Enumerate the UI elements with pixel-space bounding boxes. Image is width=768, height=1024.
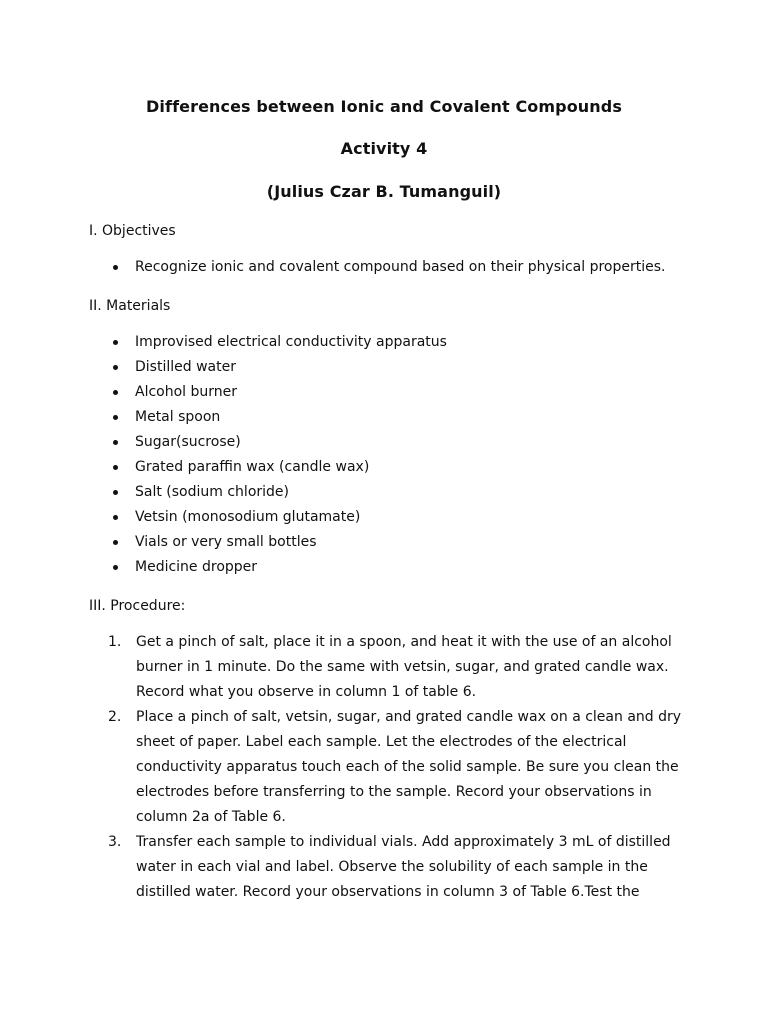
materials-list <box>109 330 447 580</box>
step-number: 2. <box>108 709 122 725</box>
material-text: Metal spoon <box>135 409 221 425</box>
list-item <box>109 455 447 480</box>
procedure-heading: III. Procedure: <box>89 598 186 614</box>
procedure-step <box>108 830 676 905</box>
step-line: sheet of paper. Label each sample. Let the electrodes of the electrical <box>136 734 627 750</box>
step-line: conductivity apparatus touch each of the solid sample. Be sure you clean the <box>136 759 679 775</box>
list-item <box>109 530 447 555</box>
procedure-step <box>108 705 682 830</box>
objective-text: Recognize ionic and covalent compound based on their physical properties. <box>135 259 666 275</box>
step-line: water in each vial and label. Observe the solubility of each sample in the <box>136 859 648 875</box>
material-text: Distilled water <box>135 359 236 375</box>
material-text: Salt (sodium chloride) <box>135 484 289 500</box>
list-item <box>109 330 447 355</box>
step-line: distilled water. Record your observations in column 3 of Table 6.Test the <box>136 884 640 900</box>
list-item <box>109 480 447 505</box>
step-line: Get a pinch of salt, place it in a spoon, and heat it with the use of an alcohol <box>136 634 672 650</box>
bullet-icon <box>113 365 118 370</box>
list-item <box>109 555 447 580</box>
list-item <box>109 505 447 530</box>
step-line: electrodes before transferring to the sample. Record your observations in <box>136 784 652 800</box>
step-line: Record what you observe in column 1 of table 6. <box>136 684 477 700</box>
bullet-icon <box>113 265 118 270</box>
list-item <box>109 430 447 455</box>
list-item <box>109 380 447 405</box>
activity-label: Activity 4 <box>340 139 428 158</box>
material-text: Vials or very small bottles <box>135 534 317 550</box>
document-title: Differences between Ionic and Covalent Compounds <box>146 97 622 116</box>
material-text: Vetsin (monosodium glutamate) <box>135 509 361 525</box>
step-number: 1. <box>108 634 122 650</box>
bullet-icon <box>113 565 118 570</box>
bullet-icon <box>113 540 118 545</box>
step-line: column 2a of Table 6. <box>136 809 286 825</box>
step-line: burner in 1 minute. Do the same with vetsin, sugar, and grated candle wax. <box>136 659 669 675</box>
step-line: Place a pinch of salt, vetsin, sugar, and grated candle wax on a clean and dry <box>136 709 682 725</box>
bullet-icon <box>113 490 118 495</box>
list-item <box>109 255 665 280</box>
bullet-icon <box>113 340 118 345</box>
procedure-step <box>108 630 676 705</box>
material-text: Sugar(sucrose) <box>135 434 241 450</box>
material-text: Medicine dropper <box>135 559 258 575</box>
bullet-icon <box>113 515 118 520</box>
materials-heading: II. Materials <box>89 298 171 314</box>
step-line: Transfer each sample to individual vials. Add approximately 3 mL of distilled <box>136 834 671 850</box>
material-text: Alcohol burner <box>135 384 238 400</box>
objectives-list <box>109 255 665 280</box>
objectives-heading: I. Objectives <box>89 223 176 239</box>
material-text: Grated paraffin wax (candle wax) <box>135 459 370 475</box>
author-name: (Julius Czar B. Tumanguil) <box>266 182 502 201</box>
list-item <box>109 355 447 380</box>
material-text: Improvised electrical conductivity apparatus <box>135 334 447 350</box>
step-number: 3. <box>108 834 122 850</box>
bullet-icon <box>113 390 118 395</box>
list-item <box>109 405 447 430</box>
bullet-icon <box>113 440 118 445</box>
bullet-icon <box>113 465 118 470</box>
bullet-icon <box>113 415 118 420</box>
procedure-steps <box>108 630 682 905</box>
